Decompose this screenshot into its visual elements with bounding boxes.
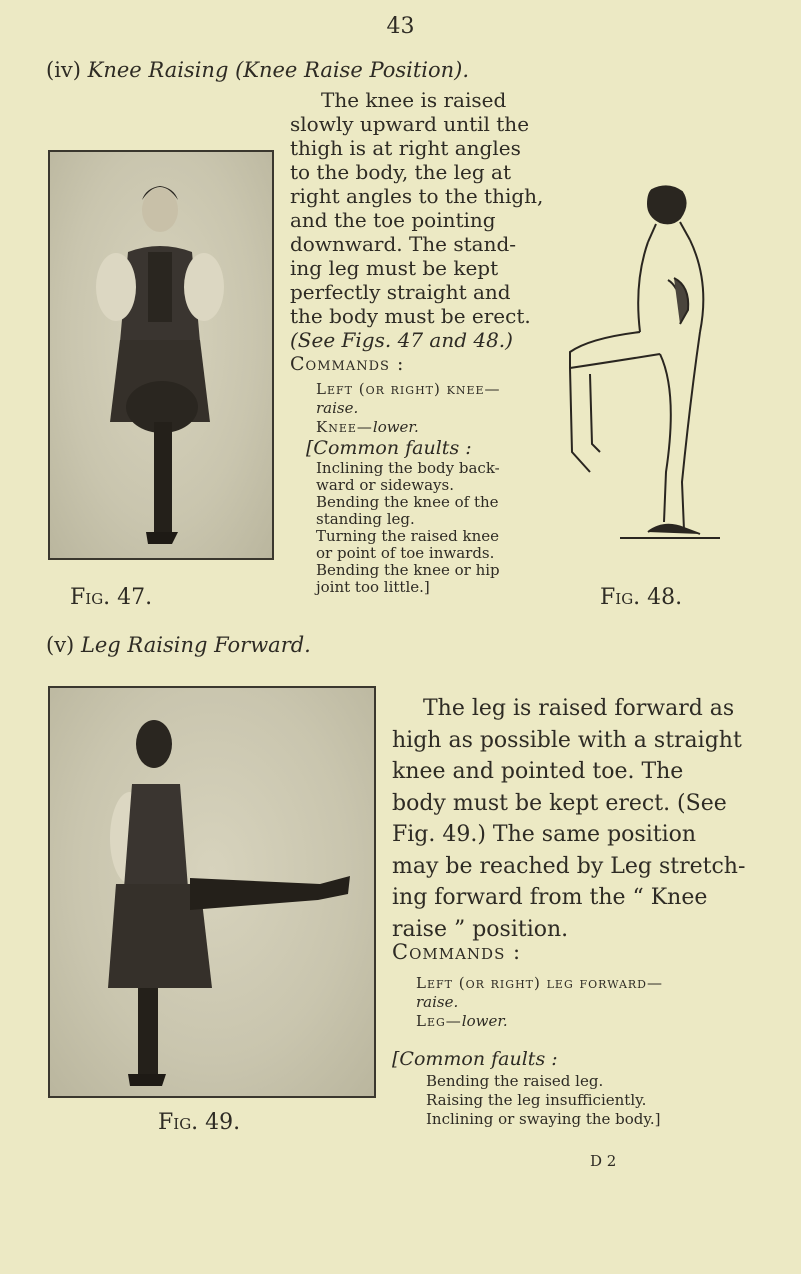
fig-49-photo: [48, 686, 376, 1098]
commands-label: Commands :: [290, 353, 405, 375]
fig-47-photo: [48, 150, 274, 560]
fault-line: Bending the raised leg.: [426, 1072, 604, 1090]
text-line: The leg is raised forward as: [423, 696, 735, 721]
text-line: right angles to the thigh,: [290, 184, 544, 208]
section-v-commands: [416, 974, 663, 1031]
see-figs-reference: (See Figs. 47 and 48.): [290, 328, 513, 352]
fig-47-caption: Fig. 47.: [70, 585, 153, 610]
text-line: the body must be erect.: [290, 304, 531, 328]
text-line: ing leg must be kept: [290, 256, 499, 280]
fault-line: Bending the knee or hip: [316, 561, 500, 579]
command-line: lower.: [372, 418, 419, 436]
command-line: raise.: [316, 399, 359, 417]
text-line: raise ” position.: [392, 916, 569, 942]
fault-line: Inclining the body back-: [316, 459, 500, 477]
knee-raise-photo-figure: [50, 152, 272, 558]
section-v-commands-label: Commands :: [392, 940, 522, 964]
command-line: Left (or right) knee—: [316, 380, 501, 398]
text-line: knee and pointed toe. The: [392, 759, 684, 784]
section-v-faults: [392, 1046, 661, 1129]
faults-label: [Common faults :: [392, 1048, 558, 1070]
section-iv-title: Knee Raising: [87, 58, 229, 82]
section-v-number: (v): [46, 633, 75, 657]
fault-line: Raising the leg insufficiently.: [426, 1091, 647, 1109]
fig-48-caption: Fig. 48.: [600, 585, 683, 610]
text-line: slowly upward until the: [290, 112, 530, 136]
fault-line: or point of toe inwards.: [316, 544, 495, 562]
text-line: perfectly straight and: [290, 280, 511, 304]
section-iv-body: [290, 88, 543, 376]
section-v-body: [392, 693, 745, 945]
command-line: lower.: [461, 1012, 508, 1030]
text-line: downward. The stand-: [290, 232, 517, 256]
fault-line: standing leg.: [316, 510, 415, 528]
fault-line: ward or sideways.: [316, 476, 454, 494]
fault-line: Turning the raised knee: [316, 527, 500, 545]
text-line: ing forward from the “ Knee: [392, 885, 708, 910]
leg-raise-photo-figure: [50, 688, 374, 1096]
fault-line: Inclining or swaying the body.]: [426, 1110, 661, 1128]
faults-label: [Common faults :: [306, 437, 472, 459]
text-line: high as possible with a straight: [392, 727, 742, 753]
command-line: Left (or right) leg forward—: [416, 974, 663, 992]
section-v-heading: [46, 633, 311, 657]
text-line: may be reached by Leg stretch-: [392, 853, 746, 879]
fault-line: Bending the knee of the: [316, 493, 499, 511]
signature-mark: D 2: [590, 1152, 617, 1170]
section-iv-heading: [46, 58, 469, 82]
section-iv-number: (iv): [46, 58, 81, 82]
section-iv-subtitle: (Knee Raise Position).: [235, 58, 470, 82]
command-line: Leg—: [416, 1012, 462, 1030]
page-number: 43: [386, 14, 415, 39]
text-line: and the toe pointing: [290, 208, 496, 232]
command-line: Knee—: [316, 418, 373, 436]
text-line: body must be kept erect. (See: [392, 790, 727, 816]
section-v-title: Leg Raising Forward.: [80, 633, 311, 657]
text-line: to the body, the leg at: [290, 160, 512, 184]
command-line: raise.: [416, 993, 459, 1011]
section-iv-faults: [306, 436, 500, 596]
fault-line: joint too little.]: [316, 578, 430, 596]
text-line: thigh is at right angles: [290, 136, 521, 160]
section-iv-commands: [316, 380, 501, 437]
text-line: Fig. 49.) The same position: [392, 822, 697, 847]
fig-49-caption: Fig. 49.: [158, 1110, 241, 1135]
text-line: The knee is raised: [321, 88, 507, 112]
fig-48-line-drawing: [560, 182, 730, 572]
